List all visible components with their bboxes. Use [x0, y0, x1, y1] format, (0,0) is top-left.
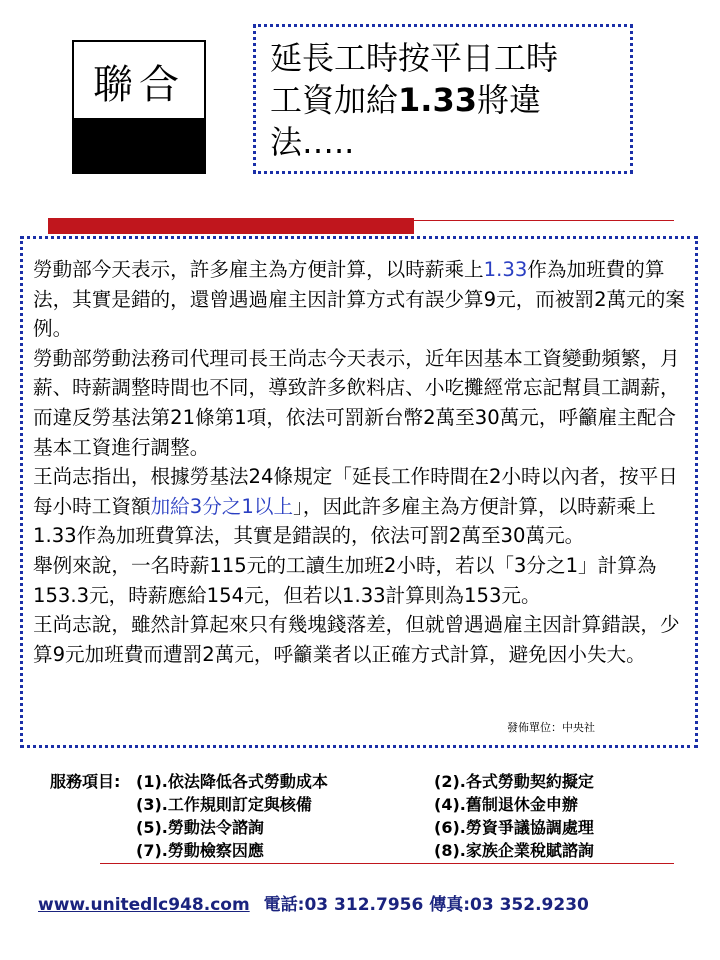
- services-row: [50, 770, 670, 793]
- services-row: [50, 793, 670, 816]
- lianhe-logo: [72, 40, 206, 174]
- headline-line-3: 法…..: [270, 123, 355, 161]
- logo-black-band: [74, 118, 204, 172]
- article-paragraph-1: [33, 255, 687, 344]
- service-item: (8).家族企業稅賦諮詢: [434, 841, 594, 860]
- logo-text: 聯合: [93, 61, 185, 108]
- contact-footer: [38, 890, 698, 915]
- paragraph-text: 作為加班費的算法，其實是錯的，還曾遇過雇主因計算方式有誤少算9元，而被罰2萬元的案例。: [33, 258, 685, 341]
- services-label: 服務項目:: [50, 772, 121, 791]
- service-item: (5).勞動法令諮詢: [136, 818, 264, 837]
- article-body: [20, 236, 698, 748]
- service-item: (1).依法降低各式勞動成本: [136, 772, 328, 791]
- service-item: (4).舊制退休金申辦: [434, 795, 578, 814]
- article-paragraph-5: 王尚志說，雖然計算起來只有幾塊錢落差，但就曾遇過雇主因計算錯誤，少算9元加班費而遭罰2萬元，呼籲業者以正確方式計算，避免因小失大。: [33, 613, 680, 666]
- headline-line-1: 延長工時按平日工時: [270, 39, 559, 77]
- article-paragraph-4: 舉例來說，一名時薪115元的工讀生加班2小時，若以「3分之1」計算為153.3元，時薪應給154元，但若以1.33計算則為153元。: [33, 553, 657, 607]
- service-item: (6).勞資爭議協調處理: [434, 818, 594, 837]
- paragraph-text: 王尚志指出，根據勞基法24條規定「延長工作時間在2小時以內者，按平日每小時工資額: [33, 465, 678, 518]
- headline-line-2: [270, 79, 616, 121]
- red-footer-line: [100, 863, 674, 864]
- service-item: (2).各式勞動契約擬定: [434, 772, 594, 791]
- article-paragraph-2: 勞動部勞動法務司代理司長王尚志今天表示，近年因基本工資變動頻繁，月薪、時薪調整時間也不同，導致許多飲料店、小吃攤經常忘記幫員工調薪，而違反勞基法第21條第1項，依法可罰新台幣2萬至30萬元，呼籲雇主配合基本工資進行調整。: [33, 346, 680, 459]
- service-item: (3).工作規則訂定與核備: [136, 795, 312, 814]
- service-item: (7).勞動檢察因應: [136, 841, 264, 860]
- contact-numbers: 電話:03 312.7956 傳真:03 352.9230: [263, 895, 589, 915]
- website-link[interactable]: www.unitedlc948.com: [38, 895, 250, 915]
- highlighted-phrase: 加給3分之1以上: [150, 494, 294, 518]
- services-row: [50, 839, 670, 862]
- headline-number: 1.33: [398, 81, 477, 119]
- highlighted-value: 1.33: [483, 258, 528, 281]
- paragraph-text: 勞動部今天表示，許多雇主為方便計算，以時薪乘上: [33, 258, 484, 281]
- services-list: [50, 770, 670, 862]
- paragraph-text: 」，因此許多雇主為方便計算，以時薪乘上1.33作為加班費算法，其實是錯誤的，依法可罰2萬至30萬元。: [33, 494, 656, 548]
- publisher-source: 發佈單位：中央社: [507, 721, 595, 734]
- headline-text: 將違: [476, 81, 541, 119]
- headline-box: [253, 24, 633, 174]
- red-divider-bar: [48, 218, 414, 234]
- services-row: [50, 816, 670, 839]
- headline-text: 工資加給: [270, 81, 399, 119]
- red-divider-line: [414, 220, 674, 221]
- article-paragraph-3: [33, 462, 687, 551]
